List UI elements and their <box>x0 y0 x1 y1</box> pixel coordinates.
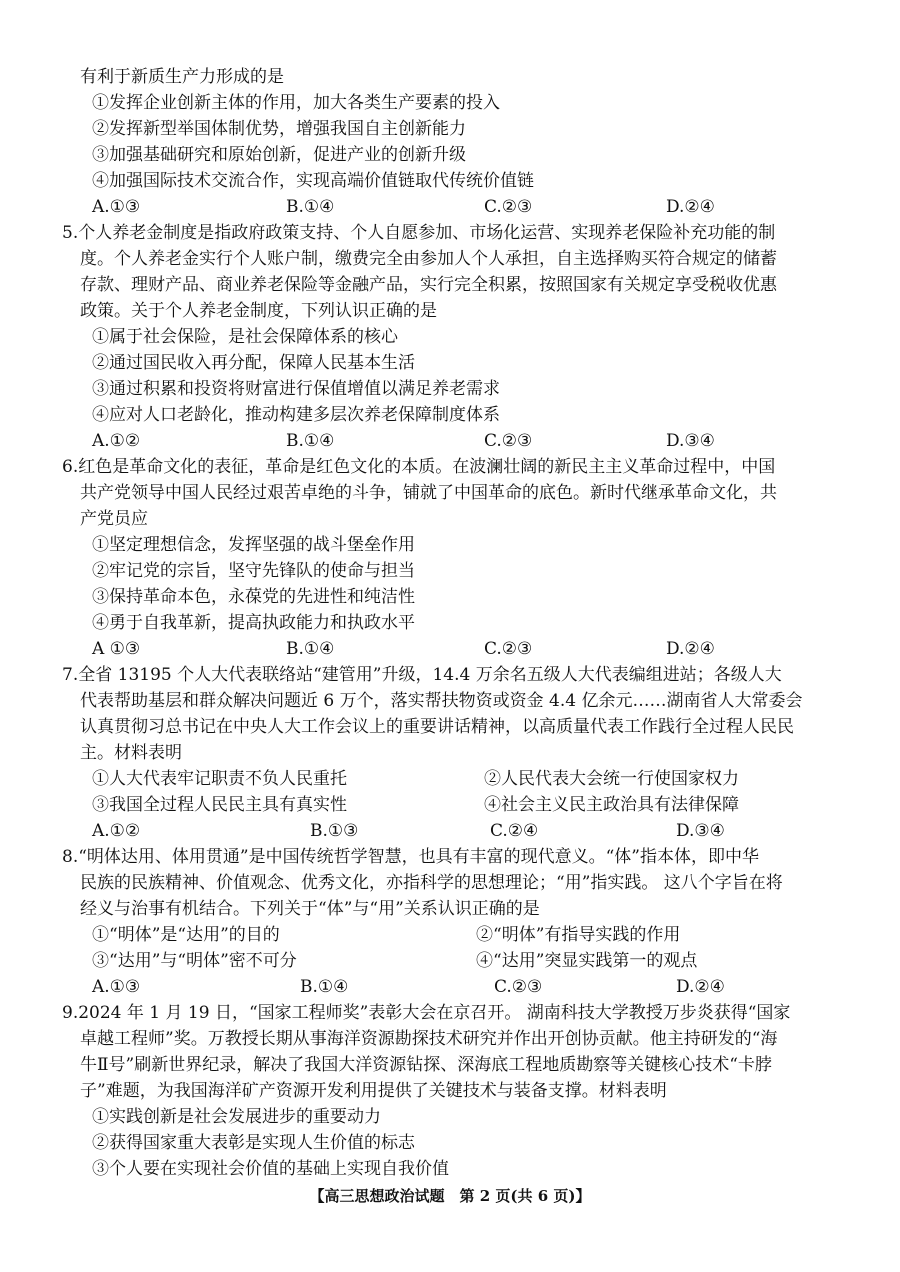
q7-stem-line-3: 认真贯彻习总书记在中央人大工作会议上的重要讲话精神，以高质量代表工作践行全过程人民民 <box>80 717 794 737</box>
q4-item-4: ④加强国际技术交流合作，实现高端价值链取代传统价值链 <box>92 171 534 191</box>
q4-option-d: D.②④ <box>666 197 715 217</box>
q8-item-1: ①“明体”是“达用”的目的 <box>92 925 280 945</box>
q9-stem-line-4: 子”难题，为我国海洋矿产资源开发利用提供了关键技术与装备支撑。材料表明 <box>80 1081 667 1101</box>
q6-item-4: ④勇于自我革新，提高执政能力和执政水平 <box>92 613 415 633</box>
q7-option-a: A.①② <box>92 821 141 841</box>
q6-stem-line-2: 共产党领导中国人民经过艰苦卓绝的斗争，铺就了中国革命的底色。新时代继承革命文化，共 <box>80 483 777 503</box>
q4-option-b: B.①④ <box>286 197 335 217</box>
q5-stem-line-3: 存款、理财产品、商业养老保险等金融产品，实行完全积累，按照国家有关规定享受税收优惠 <box>80 275 777 295</box>
q4-item-2: ②发挥新型举国体制优势，增强我国自主创新能力 <box>92 119 466 139</box>
q8-option-d: D.②④ <box>676 977 725 997</box>
q5-option-d: D.③④ <box>666 431 715 451</box>
q7-option-c: C.②④ <box>490 821 539 841</box>
q8-item-2: ②“明体”有指导实践的作用 <box>476 925 681 945</box>
q6-option-a: A ①③ <box>92 639 141 659</box>
q7-item-4: ④社会主义民主政治具有法律保障 <box>484 795 739 815</box>
q4-item-1: ①发挥企业创新主体的作用，加大各类生产要素的投入 <box>92 93 500 113</box>
q8-item-4: ④“达用”突显实践第一的观点 <box>476 951 698 971</box>
q6-option-c: C.②③ <box>484 639 533 659</box>
q6-item-1: ①坚定理想信念，发挥坚强的战斗堡垒作用 <box>92 535 415 555</box>
q7-option-b: B.①③ <box>310 821 359 841</box>
q5-stem-line-1: 5.个人养老金制度是指政府政策支持、个人自愿参加、市场化运营、实现养老保险补充功能的制 <box>62 223 776 243</box>
q5-stem-line-4: 政策。关于个人养老金制度，下列认识正确的是 <box>80 301 437 321</box>
q6-option-b: B.①④ <box>286 639 335 659</box>
q6-stem-line-1: 6.红色是革命文化的表征，革命是红色文化的本质。在波澜壮阔的新民主主义革命过程中，中国 <box>62 457 776 477</box>
q7-item-3: ③我国全过程人民民主具有真实性 <box>92 795 347 815</box>
q5-option-a: A.①② <box>92 431 141 451</box>
q4-option-c: C.②③ <box>484 197 533 217</box>
q9-item-1: ①实践创新是社会发展进步的重要动力 <box>92 1107 381 1127</box>
q7-stem-line-1: 7.全省 13195 个人大代表联络站“建管用”升级，14.4 万余名五级人大代表编组进站；各级人大 <box>62 665 782 685</box>
q6-item-2: ②牢记党的宗旨，坚守先锋队的使命与担当 <box>92 561 415 581</box>
q6-option-d: D.②④ <box>666 639 715 659</box>
q8-item-3: ③“达用”与“明体”密不可分 <box>92 951 297 971</box>
q8-option-b: B.①④ <box>300 977 349 997</box>
q5-option-c: C.②③ <box>484 431 533 451</box>
q5-item-4: ④应对人口老龄化，推动构建多层次养老保障制度体系 <box>92 405 500 425</box>
q9-item-2: ②获得国家重大表彰是实现人生价值的标志 <box>92 1133 415 1153</box>
q9-item-3: ③个人要在实现社会价值的基础上实现自我价值 <box>92 1159 449 1179</box>
q8-stem-line-1: 8.“明体达用、体用贯通”是中国传统哲学智慧，也具有丰富的现代意义。“体”指本体，即中华 <box>62 847 759 867</box>
q9-stem-line-3: 牛Ⅱ号”刷新世界纪录，解决了我国大洋资源钻探、深海底工程地质勘察等关键核心技术“卡脖 <box>80 1055 772 1075</box>
q7-item-1: ①人大代表牢记职责不负人民重托 <box>92 769 347 789</box>
q7-option-d: D.③④ <box>676 821 725 841</box>
q7-stem-line-2: 代表帮助基层和群众解决问题近 6 万个，落实帮扶物资或资金 4.4 亿余元……湖南省人大常委会 <box>80 691 803 711</box>
q5-option-b: B.①④ <box>286 431 335 451</box>
q8-stem-line-3: 经义与治事有机结合。下列关于“体”与“用”关系认识正确的是 <box>80 899 540 919</box>
q7-stem-line-4: 主。材料表明 <box>80 743 182 763</box>
q6-item-3: ③保持革命本色，永葆党的先进性和纯洁性 <box>92 587 415 607</box>
q4-item-3: ③加强基础研究和原始创新，促进产业的创新升级 <box>92 145 466 165</box>
q5-stem-line-2: 度。个人养老金实行个人账户制，缴费完全由参加人个人承担，自主选择购买符合规定的储蓄 <box>80 249 777 269</box>
q9-stem-line-1: 9.2024 年 1 月 19 日，“国家工程师奖”表彰大会在京召开。 湖南科技大学教授万步炎获得“国家 <box>62 1003 791 1023</box>
page-footer: 【高三思想政治试题 第 2 页(共 6 页)】 <box>309 1187 591 1205</box>
q5-item-2: ②通过国民收入再分配，保障人民基本生活 <box>92 353 415 373</box>
q5-item-3: ③通过积累和投资将财富进行保值增值以满足养老需求 <box>92 379 500 399</box>
q9-stem-line-2: 卓越工程师”奖。万教授长期从事海洋资源勘探技术研究并作出开创协贡献。他主持研发的“海 <box>80 1029 778 1049</box>
q4-option-a: A.①③ <box>92 197 141 217</box>
q4-stem-tail: 有利于新质生产力形成的是 <box>80 67 284 87</box>
q6-stem-line-3: 产党员应 <box>80 509 148 529</box>
q8-option-c: C.②③ <box>494 977 543 997</box>
q8-stem-line-2: 民族的民族精神、价值观念、优秀文化，亦指科学的思想理论；“用”指实践。 这八个字旨在将 <box>80 873 783 893</box>
q8-option-a: A.①③ <box>92 977 141 997</box>
q7-item-2: ②人民代表大会统一行使国家权力 <box>484 769 739 789</box>
q5-item-1: ①属于社会保险，是社会保障体系的核心 <box>92 327 398 347</box>
